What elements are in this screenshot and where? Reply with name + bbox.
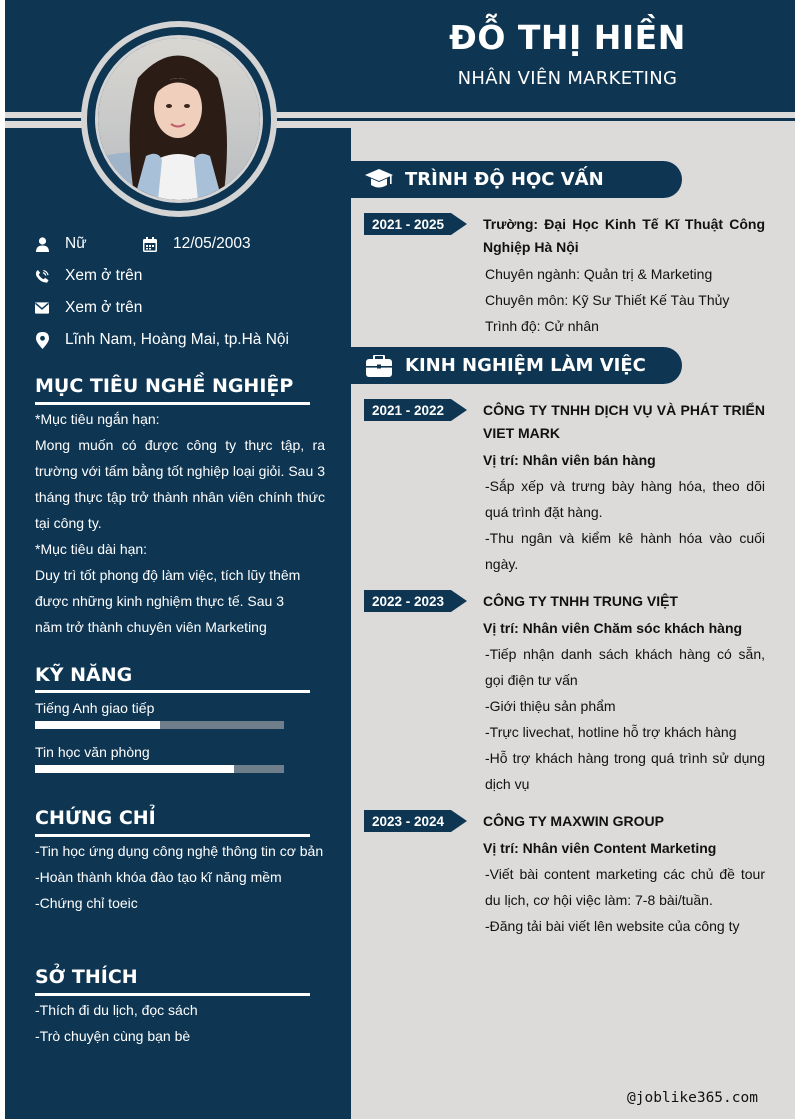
skill-bar-fill	[35, 765, 234, 773]
hobby-item: -Thích đi du lịch, đọc sách	[35, 1002, 198, 1018]
job-date-tag	[364, 590, 467, 612]
cv-page	[5, 0, 795, 1119]
skill-bar-fill	[35, 721, 160, 729]
hobbies-rule	[35, 993, 310, 996]
date-arrow	[451, 213, 467, 235]
job-position: Vị trí: Nhân viên Content Marketing	[483, 840, 717, 856]
certificate-item: -Chứng chỉ toeic	[35, 895, 138, 911]
job-date-tag	[364, 399, 467, 421]
address-text: Lĩnh Nam, Hoàng Mai, tp.Hà Nội	[65, 331, 289, 348]
user-icon	[35, 236, 49, 252]
job-position: Vị trí: Nhân viên bán hàng	[483, 452, 656, 468]
skill-bar	[35, 721, 284, 729]
education-entry	[483, 213, 765, 339]
gender-row	[35, 233, 87, 255]
objective-line: *Mục tiêu dài hạn:	[35, 541, 148, 557]
education-level: Trình độ: Cử nhân	[485, 318, 599, 334]
address-row	[35, 329, 289, 351]
skill-label: Tin học văn phòng	[35, 744, 150, 760]
gender-text: Nữ	[65, 235, 87, 252]
dob-row	[143, 233, 251, 255]
objective-rule	[35, 402, 310, 405]
phone-text: Xem ở trên	[65, 267, 143, 284]
job-task: -Giới thiệu sản phẩm	[485, 698, 616, 714]
hobbies-list	[35, 997, 325, 1049]
education-major: Chuyên ngành: Quản trị & Marketing	[485, 266, 713, 282]
job-entry	[483, 590, 765, 797]
certificates-list	[35, 838, 325, 916]
footer-watermark: @joblike365.com	[627, 1090, 758, 1106]
education-heading: TRÌNH ĐỘ HỌC VẤN	[405, 169, 604, 190]
job-task: -Hỗ trợ khách hàng trong quá trình sử dụng dịch vụ	[485, 750, 765, 792]
objective-text	[35, 406, 325, 640]
company-name: CÔNG TY TNHH TRUNG VIỆT	[483, 593, 678, 609]
dob-text: 12/05/2003	[173, 235, 251, 252]
company-name: CÔNG TY MAXWIN GROUP	[483, 813, 664, 829]
avatar-frame	[81, 21, 277, 217]
job-task: -Tiếp nhận danh sách khách hàng có sẵn, gọi điện tư vấn	[485, 646, 765, 688]
phone-row	[35, 265, 142, 287]
objective-line: Mong muốn có được công ty thực tập, ra trường với tấm bằng tốt nghiệp loại giỏi. Sau 3 tháng thực tập trở thành nhân viên chính thức tại công ty.	[35, 437, 325, 531]
candidate-name: ĐỖ THỊ HIỀN	[449, 18, 686, 57]
job-entry	[483, 810, 765, 939]
date-arrow	[451, 810, 467, 832]
job-date-tag	[364, 810, 467, 832]
date-arrow	[451, 399, 467, 421]
email-text: Xem ở trên	[65, 299, 143, 316]
job-task: -Thu ngân và kiểm kê hành hóa vào cuối ngày.	[485, 530, 765, 572]
school-name: Trường: Đại Học Kinh Tế Kĩ Thuật Công Nghiệp Hà Nội	[483, 216, 765, 255]
email-row	[35, 297, 142, 319]
skills-heading: KỸ NĂNG	[35, 664, 133, 686]
mail-icon	[35, 300, 49, 316]
certificates-heading: CHỨNG CHỈ	[35, 807, 156, 829]
job-task: -Trực livechat, hotline hỗ trợ khách hàng	[485, 724, 737, 740]
location-icon	[35, 332, 49, 348]
certificates-rule	[35, 834, 310, 837]
education-date-tag	[364, 213, 467, 235]
experience-heading: KINH NGHIỆM LÀM VIỆC	[405, 355, 646, 376]
job-task: -Viết bài content marketing các chủ đề tour du lịch, cơ hội việc làm: 7-8 bài/tuần.	[485, 866, 765, 908]
calendar-icon	[143, 236, 157, 252]
job-task: -Đăng tải bài viết lên website của công ty	[485, 918, 740, 934]
company-name: CÔNG TY TNHH DỊCH VỤ VÀ PHÁT TRIỂN VIET MARK	[483, 402, 765, 441]
certificate-item: -Tin học ứng dụng công nghệ thông tin cơ bản	[35, 843, 324, 859]
education-date: 2021 - 2025	[364, 213, 451, 235]
experience-section-bar	[351, 347, 682, 384]
skills-rule	[35, 690, 310, 693]
skill-label: Tiếng Anh giao tiếp	[35, 700, 155, 716]
job-date: 2022 - 2023	[364, 590, 451, 612]
objective-heading: MỤC TIÊU NGHỀ NGHIỆP	[35, 375, 294, 397]
briefcase-icon	[363, 355, 395, 377]
skill-bar	[35, 765, 284, 773]
job-title: NHÂN VIÊN MARKETING	[457, 68, 678, 89]
objective-line: Duy trì tốt phong độ làm việc, tích lũy thêm được những kinh nghiệm thực tế. Sau 3 năm trở thành chuyên viên Marketing	[35, 567, 301, 635]
education-specialty: Chuyên môn: Kỹ Sư Thiết Kế Tàu Thủy	[485, 292, 730, 308]
graduation-cap-icon	[363, 168, 395, 192]
phone-icon	[35, 268, 49, 284]
job-task: -Sắp xếp và trưng bày hàng hóa, theo dõi quá trình đặt hàng.	[485, 478, 765, 520]
job-date: 2021 - 2022	[364, 399, 451, 421]
certificate-item: -Hoàn thành khóa đào tạo kĩ năng mềm	[35, 869, 282, 885]
job-position: Vị trí: Nhân viên Chăm sóc khách hàng	[483, 620, 743, 636]
job-entry	[483, 399, 765, 577]
date-arrow	[451, 590, 467, 612]
job-date: 2023 - 2024	[364, 810, 451, 832]
education-section-bar	[351, 161, 682, 198]
objective-line: *Mục tiêu ngắn hạn:	[35, 411, 160, 427]
hobby-item: -Trò chuyện cùng bạn bè	[35, 1028, 191, 1044]
avatar	[95, 35, 263, 203]
hobbies-heading: SỞ THÍCH	[35, 966, 138, 988]
